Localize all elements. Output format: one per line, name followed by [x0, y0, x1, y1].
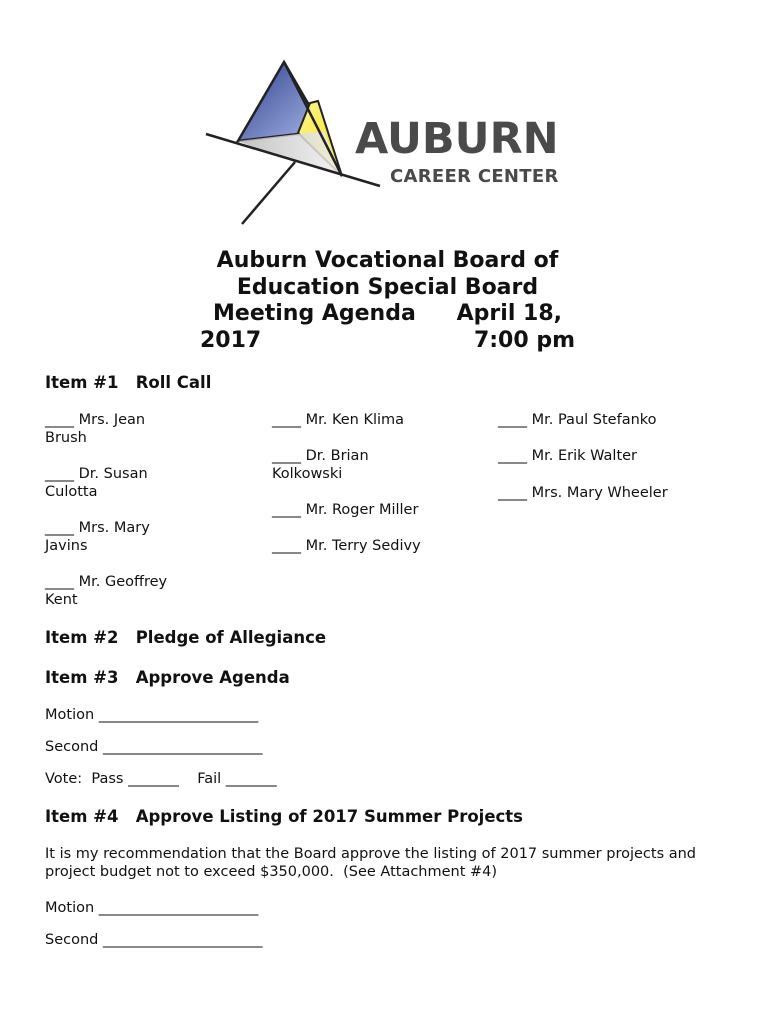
item-4-recommendation-line-2: project budget not to exceed $350,000. (See Attachment #4): [45, 864, 498, 880]
item-2-heading: Item #2 Pledge of Allegiance: [45, 628, 327, 647]
motion-field: Motion ______________________: [45, 707, 259, 723]
title-line-4: [195, 328, 580, 355]
item-3-heading: Item #3 Approve Agenda: [45, 668, 290, 687]
item-4-heading: Item #4 Approve Listing of 2017 Summer Projects: [45, 807, 524, 826]
roll-call-entry: ____ Mrs. Jean Brush: [45, 412, 146, 446]
roll-call-entry: ____ Mr. Geoffrey Kent: [45, 574, 168, 608]
roll-call-entry: ____ Dr. Susan Culotta: [45, 466, 148, 500]
roll-call-entry: ____ Dr. Brian Kolkowski: [272, 448, 369, 482]
vote-field: Vote: Pass _______ Fail _______: [45, 771, 277, 787]
motion-field: Motion ______________________: [45, 900, 259, 916]
title-meeting-agenda: Meeting Agenda: [213, 301, 416, 326]
roll-call-entry: ____ Mr. Roger Miller: [272, 502, 419, 518]
roll-call-entry: ____ Mr. Paul Stefanko: [498, 412, 657, 428]
title-line-2: Education Special Board: [236, 274, 539, 300]
logo-wordmark: AUBURN: [355, 114, 559, 164]
roll-call-entry: ____ Mrs. Mary Wheeler: [498, 485, 668, 501]
title-date: April 18,: [456, 301, 562, 326]
title-time: 7:00 pm: [473, 327, 575, 353]
agenda-title: [195, 248, 580, 354]
title-year: 2017: [200, 327, 262, 353]
title-line-3: [195, 301, 580, 328]
second-field: Second ______________________: [45, 932, 263, 948]
item-1-heading: Item #1 Roll Call: [45, 373, 212, 392]
title-line-1: Auburn Vocational Board of: [216, 248, 559, 273]
item-4-recommendation-line-1: It is my recommendation that the Board approve the listing of 2017 summer projects and: [45, 846, 697, 862]
roll-call-entry: ____ Mr. Terry Sedivy: [272, 538, 421, 554]
roll-call-entry: ____ Mr. Ken Klima: [272, 412, 405, 428]
roll-call-entry: ____ Mrs. Mary Javins: [45, 520, 150, 554]
logo-subtitle: CAREER CENTER: [390, 166, 559, 187]
second-field: Second ______________________: [45, 739, 263, 755]
roll-call-entry: ____ Mr. Erik Walter: [498, 448, 638, 464]
